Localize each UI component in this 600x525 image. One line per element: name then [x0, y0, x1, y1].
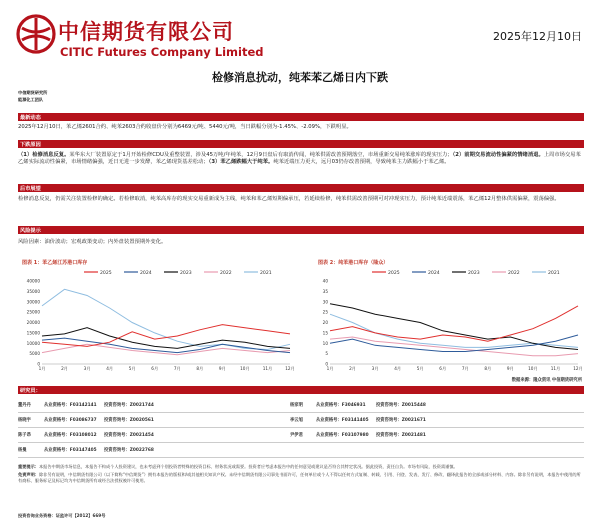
x-tick-label: 2月	[349, 366, 356, 371]
x-tick-label: 10月	[240, 366, 250, 371]
x-tick-label: 1月	[38, 366, 46, 371]
y-tick-label: 5000	[29, 351, 40, 357]
legend-label: 2025	[388, 271, 400, 276]
analyst-license: 从业资格号：F03141405	[316, 418, 369, 423]
y-tick-label: 10000	[26, 340, 40, 346]
x-tick-label: 3月	[371, 366, 379, 371]
analyst-row	[18, 443, 584, 457]
x-tick-label: 4月	[106, 366, 114, 371]
outlook-paragraph: 检修消息反复，仍需关注装置检修的确定。若检修取消，纯苯高库存的现实交易重新成为主线，纯苯和苯乙烯短期偏承压，若延续检修，纯苯供需改善预期可对冲现实压力，预计纯苯近端震荡，苯乙烯12月整体供需偏紧，震荡偏强。	[18, 196, 560, 202]
reason-2-head: 前期交易流动性偏紧的情绪消退。	[464, 152, 544, 158]
analyst-name: 杨曼	[18, 448, 27, 453]
legend-label: 2021	[548, 271, 560, 276]
analyst-name: 陈子昂	[18, 433, 31, 438]
y-tick-label: 40000	[26, 278, 40, 284]
x-tick-label: 4月	[394, 366, 402, 371]
reason-2-text: 上周市场交易苯乙烯实际流动性偏紧，市场情绪偏强，近日无进一步发酵，苯乙烯现货基差松动；	[18, 152, 581, 166]
legend-label: 2023	[180, 271, 192, 276]
analyst-row	[18, 413, 584, 427]
y-tick-label: 25000	[26, 309, 40, 315]
section-title-reason: 下跌原因	[20, 142, 41, 148]
x-tick-label: 2月	[61, 366, 68, 371]
institute-label: 中信期货研究所	[18, 90, 48, 95]
analyst-license: 从业资格号：F03142141	[44, 403, 97, 408]
y-tick-label: 15	[322, 330, 328, 336]
analyst-name: 尹伊君	[290, 433, 303, 438]
analyst-advisor-id: 投资咨询号：Z0021481	[376, 433, 426, 438]
analyst-license: 从业资格号：F03107980	[316, 433, 369, 438]
legend-label: 2022	[220, 271, 232, 276]
disclaimer-legal-text: 除非另有说明，中信期货有限公司（以下简称“中信期货”）拥有本报告的版权和/或其他相关知识产权。未经中信期货有限公司事先书面许可，任何单位或个人不得以任何方式复制、转载、引用、刊登、发表、发行、修改、翻译此报告的全部或部分材料、内容。除非另有说明，本报告中使用的所有商标、服务标记及标记均为中信期货所有或经合法授权被许可使用。	[18, 472, 581, 483]
y-tick-label: 5	[325, 351, 328, 357]
reason-2-num: （2）	[452, 152, 465, 158]
legend-label: 2022	[508, 271, 520, 276]
reason-1-text: 某华东大厂装置原定于1月开始检修CDU及重整装置，涉及45万吨/年纯苯，12月9日盘后有取消传闻，纯苯供需改善预期落空，市场重新交易纯苯涨库的现实压力；	[69, 152, 453, 158]
analyst-advisor-id: 投资咨询号：Z0021454	[104, 433, 154, 438]
disclaimer-legal	[18, 472, 584, 484]
chart-2-title: 图表 2：纯苯港口库存（隆众）	[318, 260, 389, 266]
team-label: 能源化工团队	[18, 97, 44, 102]
section-bar-reason	[18, 140, 584, 148]
y-tick-label: 15000	[26, 330, 40, 336]
disclaimer-important-head: 重要提示：	[18, 464, 39, 469]
citic-logo-icon	[16, 14, 56, 54]
x-tick-label: 5月	[416, 366, 424, 371]
reason-paragraph	[18, 152, 584, 167]
analyst-license: 从业资格号：F3046931	[316, 403, 366, 408]
company-name-cn: 中信期货有限公司	[58, 20, 234, 44]
x-tick-label: 6月	[439, 366, 447, 371]
disclaimer-important-text: 本报告中期货市场信息，本报告不构成个人投资建议，也未考虑到个别投资者特殊的投资目标、财务状况或需要。投资者应考虑本报告中的任何意见或建议是否符合其特定状况。据此投资，责任自负。市场有风险，投资需谨慎。	[38, 464, 458, 469]
series-line-2024	[330, 335, 578, 352]
report-date: 2025年12月10日	[493, 30, 582, 43]
legend-label: 2024	[428, 271, 440, 276]
x-tick-label: 12月	[285, 366, 295, 371]
analyst-advisor-id: 投资咨询号：Z0020561	[104, 418, 154, 423]
x-tick-label: 11月	[550, 366, 561, 371]
x-tick-label: 7月	[173, 366, 181, 371]
x-tick-label: 7月	[461, 366, 469, 371]
x-tick-label: 8月	[196, 366, 204, 371]
x-tick-label: 5月	[128, 366, 136, 371]
section-bar-analysts	[18, 386, 584, 394]
reason-1-num: （1）	[18, 152, 33, 158]
reason-3-num: （3）	[208, 159, 221, 166]
section-title-latest: 最新动态	[20, 115, 41, 121]
y-tick-label: 25	[322, 309, 328, 315]
company-name-en: CITIC Futures Company Limited	[60, 45, 264, 59]
analyst-row	[18, 428, 584, 442]
section-title-outlook: 后市展望	[20, 186, 41, 192]
section-bar-outlook	[18, 184, 584, 192]
x-tick-label: 9月	[218, 366, 226, 371]
analyst-name: 李云旭	[290, 418, 303, 423]
y-tick-label: 30	[322, 299, 328, 305]
series-line-2025	[330, 306, 578, 341]
y-tick-label: 10	[322, 340, 328, 346]
analyst-name: 杨晓宇	[18, 418, 31, 423]
x-tick-label: 8月	[484, 366, 492, 371]
report-header	[16, 12, 586, 64]
section-title-risk: 风险提示	[20, 228, 41, 234]
y-tick-label: 20	[322, 320, 328, 325]
analyst-license: 从业资格号：F03147405	[44, 448, 97, 453]
analyst-name: 杨家明	[290, 403, 303, 408]
analyst-advisor-id: 投资咨询号：Z0021671	[376, 418, 426, 423]
x-tick-label: 10月	[528, 366, 538, 371]
y-tick-label: 30000	[26, 299, 40, 305]
y-tick-label: 0	[37, 361, 40, 367]
y-tick-label: 40	[322, 278, 328, 284]
x-tick-label: 6月	[151, 366, 159, 371]
x-tick-label: 3月	[83, 366, 91, 371]
section-bar-latest	[18, 113, 584, 121]
disclaimer-legal-head: 免责声明：	[18, 472, 39, 477]
legend-label: 2025	[100, 271, 112, 276]
y-tick-label: 0	[325, 361, 328, 367]
analyst-license: 从业资格号：F03086737	[44, 418, 97, 423]
analyst-row	[18, 398, 584, 412]
analyst-license: 从业资格号：F03108012	[44, 433, 97, 438]
analyst-name: 董丹丹	[18, 403, 31, 408]
legend-label: 2021	[260, 271, 272, 276]
reason-3-head: 苯乙烯跌幅大于纯苯。	[220, 159, 274, 166]
reason-1-head: 检修消息反复。	[32, 152, 70, 158]
analyst-advisor-id: 投资咨询号：Z0021744	[104, 403, 154, 408]
y-tick-label: 35	[322, 288, 328, 294]
legend-label: 2024	[140, 271, 152, 276]
chart-2-svg	[306, 267, 584, 375]
disclaimer-block	[18, 464, 584, 484]
chart-1-svg	[18, 267, 296, 375]
analyst-advisor-id: 投资咨询号：Z0022768	[104, 448, 154, 453]
chart-source: 数据来源：隆众资讯 中信期货研究所	[511, 378, 582, 383]
x-tick-label: 12月	[573, 366, 583, 371]
reason-3-text: 纯苯近端压力更大，远月03仍存改善预期，导致纯苯主力跌幅小于苯乙烯。	[273, 159, 450, 166]
risk-paragraph: 风险因素：油价波动；宏观政策变动；内外盘装置预期外变化。	[18, 239, 167, 245]
disclaimer-important	[18, 464, 584, 470]
y-tick-label: 20000	[26, 320, 40, 325]
analyst-advisor-id: 投资咨询号：Z0015448	[376, 403, 426, 408]
legend-label: 2023	[468, 271, 480, 276]
footer-license: 投资咨询业务资格：证监许可【2012】669号	[18, 513, 106, 518]
report-title: 检修消息扰动，纯苯苯乙烯日内下跌	[212, 71, 388, 84]
series-line-2025	[42, 325, 290, 347]
row-divider	[18, 457, 584, 458]
latest-paragraph: 2025年12月10日，苯乙烯2601合约、纯苯2603合约收盘价分别为6469元/吨、5440元/吨，当日跌幅分别为-1.45%、-2.09%，下跌明显。	[18, 124, 352, 130]
section-title-analysts: 研究员：	[20, 388, 41, 394]
x-tick-label: 1月	[326, 366, 334, 371]
section-bar-risk	[18, 226, 584, 234]
x-tick-label: 11月	[262, 366, 273, 371]
x-tick-label: 9月	[506, 366, 514, 371]
chart-1-title: 图表 1：苯乙烯江苏港口库存	[22, 260, 88, 266]
y-tick-label: 35000	[26, 288, 40, 294]
